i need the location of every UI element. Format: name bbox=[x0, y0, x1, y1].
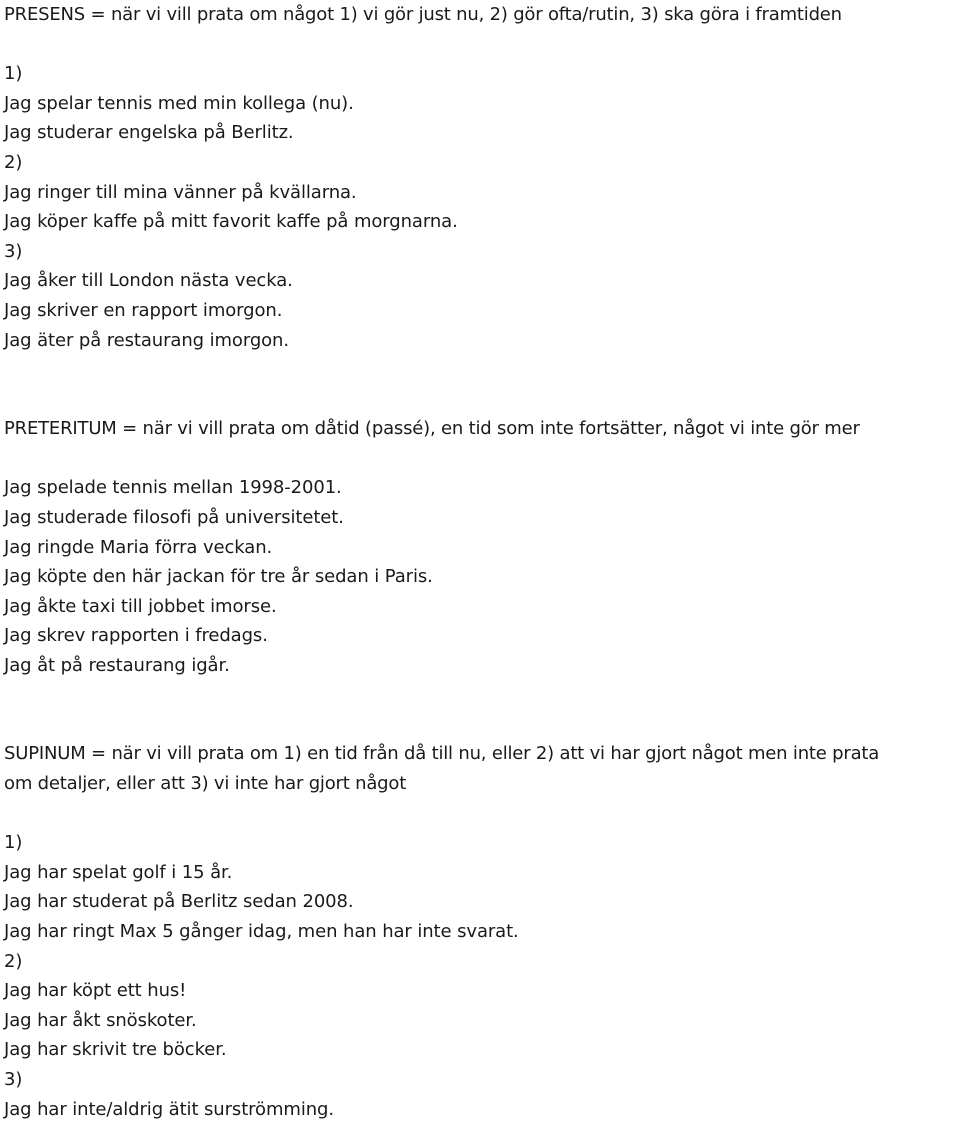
list-item: Jag har skrivit tre böcker. bbox=[4, 1039, 227, 1061]
list-item: Jag åt på restaurang igår. bbox=[4, 654, 230, 676]
list-item: Jag har ringt Max 5 gånger idag, men han har inte svarat. bbox=[4, 921, 519, 943]
list-item: Jag har studerat på Berlitz sedan 2008. bbox=[4, 891, 354, 913]
list-item: 2) bbox=[4, 151, 23, 173]
list-item: Jag ringer till mina vänner på kvällarna. bbox=[4, 181, 357, 203]
section-spacer bbox=[4, 680, 958, 739]
list-item: Jag äter på restaurang imorgon. bbox=[4, 329, 289, 351]
list-item: Jag har köpt ett hus! bbox=[4, 980, 187, 1002]
list-item: Jag spelar tennis med min kollega (nu). bbox=[4, 92, 354, 114]
list-item: Jag skrev rapporten i fredags. bbox=[4, 625, 268, 647]
list-item: Jag spelade tennis mellan 1998-2001. bbox=[4, 477, 342, 499]
section-preteritum bbox=[4, 414, 958, 680]
list-item: Jag ringde Maria förra veckan. bbox=[4, 536, 273, 558]
list-item: 3) bbox=[4, 240, 23, 262]
spacer bbox=[4, 30, 958, 60]
list-item: Jag skriver en rapport imorgon. bbox=[4, 299, 283, 321]
document bbox=[4, 0, 958, 1124]
spacer bbox=[4, 444, 958, 474]
list-item: Jag åker till London nästa vecka. bbox=[4, 270, 293, 292]
list-item: 2) bbox=[4, 950, 23, 972]
section-supinum bbox=[4, 739, 958, 1124]
preteritum-heading: PRETERITUM = när vi vill prata om dåtid (passé), en tid som inte fortsätter, något vi inte gör mer bbox=[4, 418, 860, 440]
list-item: Jag studerar engelska på Berlitz. bbox=[4, 122, 294, 144]
list-item: 3) bbox=[4, 1069, 23, 1090]
list-item: Jag åkte taxi till jobbet imorse. bbox=[4, 595, 277, 617]
list-item: Jag studerade filosofi på universitetet. bbox=[4, 506, 344, 528]
supinum-heading-line-2: om detaljer, eller att 3) vi inte har gjort något bbox=[4, 773, 407, 795]
list-item: Jag köper kaffe på mitt favorit kaffe på morgnarna. bbox=[4, 211, 458, 233]
list-item: 1) bbox=[4, 63, 23, 85]
section-presens bbox=[4, 0, 958, 355]
list-item: Jag har inte/aldrig ätit surströmming. bbox=[4, 1098, 334, 1120]
supinum-heading-line-1: SUPINUM = när vi vill prata om 1) en tid från då till nu, eller 2) att vi har gjort något men inte prata bbox=[4, 743, 880, 765]
spacer bbox=[4, 799, 958, 829]
list-item: 1) bbox=[4, 832, 23, 854]
section-spacer bbox=[4, 355, 958, 414]
presens-heading: PRESENS = när vi vill prata om något 1) vi gör just nu, 2) gör ofta/rutin, 3) ska göra i framtiden bbox=[4, 4, 842, 25]
list-item: Jag köpte den här jackan för tre år sedan i Paris. bbox=[4, 566, 433, 588]
list-item: Jag har åkt snöskoter. bbox=[4, 1009, 197, 1031]
list-item: Jag har spelat golf i 15 år. bbox=[4, 861, 233, 883]
